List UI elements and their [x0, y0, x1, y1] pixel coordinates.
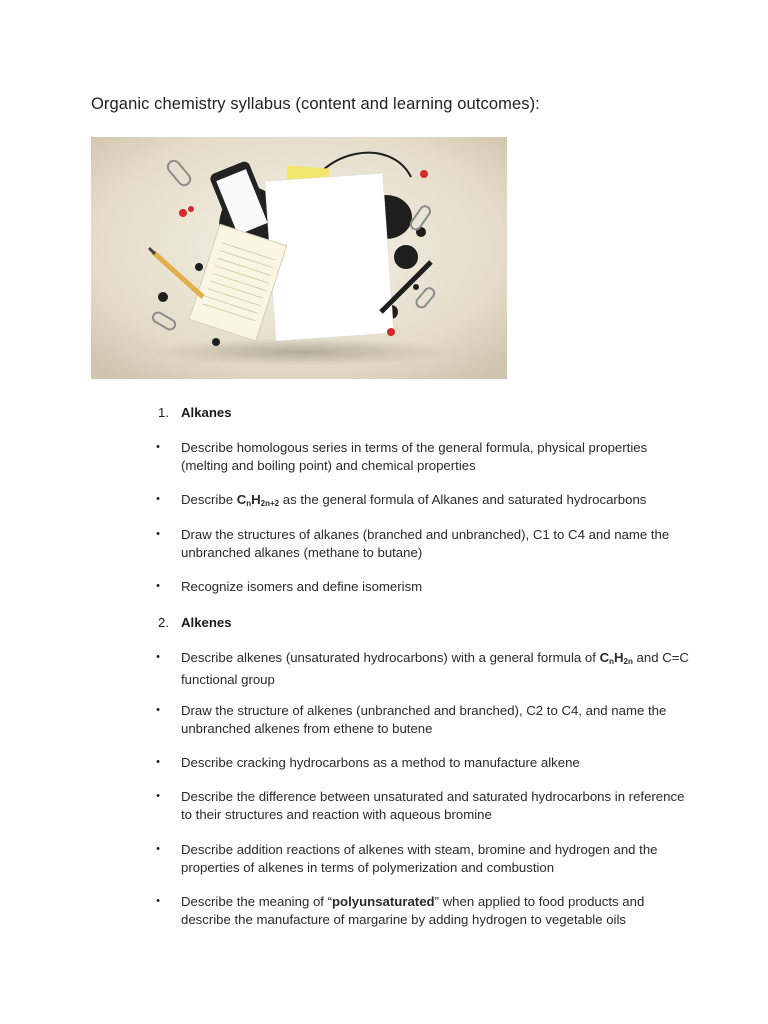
list-item-text: Draw the structures of alkanes (branched and unbranched), C1 to C4 and name the unbranched alkanes (methane to butane) — [181, 527, 670, 560]
bullet-icon: • — [156, 756, 160, 768]
section-number: 2. — [158, 615, 169, 630]
bullet-icon: • — [156, 704, 160, 716]
emphasis-term: polyunsaturated — [332, 894, 435, 909]
bullet-icon: • — [156, 895, 160, 907]
bullet-icon: • — [156, 790, 160, 802]
list-item-text: Describe cracking hydrocarbons as a method to manufacture alkene — [181, 755, 580, 770]
formula-subscript: 2n — [623, 657, 633, 666]
list-item-text: ” when applied to food products and describe the manufacture of margarine by adding hydrogen to vegetable oils — [181, 894, 645, 927]
list-item-text: Describe homologous series in terms of the general formula, physical properties (melting and boiling point) and chemical properties — [181, 440, 648, 473]
formula-symbol: H — [251, 492, 261, 507]
section-heading: Alkenes — [181, 615, 232, 630]
formula-subscript: n — [246, 499, 252, 508]
stationery-illustration — [91, 137, 507, 379]
formula-subscript: 2n+2 — [260, 499, 280, 508]
list-item-text: Draw the structure of alkenes (unbranched and branched), C2 to C4, and name the unbranched alkenes from ethene to butene — [181, 703, 667, 736]
list-item-text: and C=C functional group — [181, 650, 689, 687]
formula-subscript: n — [609, 657, 614, 666]
list-item-text: as the general formula of Alkanes and saturated hydrocarbons — [279, 492, 647, 507]
list-item-text: Describe alkenes (unsaturated hydrocarbons) with a general formula of — [181, 650, 600, 665]
bullet-icon: • — [156, 651, 160, 663]
bullet-icon: • — [156, 441, 160, 453]
list-item-text: Describe addition reactions of alkenes with steam, bromine and hydrogen and the properties of alkenes in terms of polymerization and combustion — [181, 842, 658, 875]
page-title: Organic chemistry syllabus (content and learning outcomes): — [91, 95, 540, 113]
section-number: 1. — [158, 405, 169, 420]
bullet-icon: • — [156, 493, 160, 505]
formula-symbol: H — [613, 650, 624, 665]
list-item-text: Recognize isomers and define isomerism — [181, 579, 423, 594]
bullet-icon: • — [156, 843, 160, 855]
formula-symbol: C — [599, 650, 610, 665]
list-item-text: Describe the meaning of “ — [181, 894, 332, 909]
list-item-text: Describe the difference between unsaturated and saturated hydrocarbons in reference to their structures and reaction with aqueous bromine — [181, 789, 685, 822]
formula-symbol: C — [236, 492, 247, 507]
bullet-icon: • — [156, 580, 160, 592]
list-item-text: Describe — [181, 492, 237, 507]
bullet-icon: • — [156, 528, 160, 540]
section-heading: Alkanes — [181, 405, 232, 420]
